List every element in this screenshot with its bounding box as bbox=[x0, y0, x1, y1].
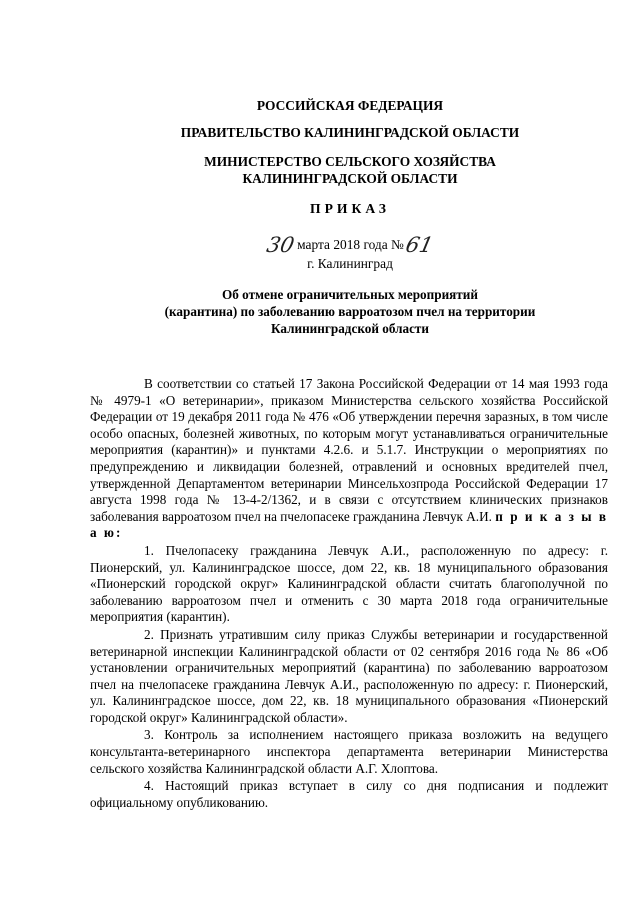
header-ministry-line1: МИНИСТЕРСТВО СЕЛЬСКОГО ХОЗЯЙСТВА bbox=[204, 154, 496, 169]
header-government: ПРАВИТЕЛЬСТВО КАЛИНИНГРАДСКОЙ ОБЛАСТИ bbox=[180, 125, 520, 140]
item-2-paragraph: 2. Признать утратившим силу приказ Службы ветеринарии и государственной ветеринарной инспекции Калининградской области от 02 сентября 2016 года № 86 «Об установлении ограничительных мероприятий (карантина) по заболеванию варроатозом пчел на пчелопасеке гражданина Левчук А.И., расположенную по адресу: г. Пионерский, ул. Калининградское шоссе, дом 22, кв. 18 муниципального образования «Пионерский городской округ» Калининградской области». bbox=[90, 626, 608, 725]
subject-line2: (карантина) по заболеванию варроатозом пчел на территории bbox=[164, 304, 536, 319]
city-line: г. Калининград bbox=[307, 256, 393, 271]
item-4-paragraph: 4. Настоящий приказ вступает в силу со дня подписания и подлежит официальному опубликованию. bbox=[90, 778, 608, 810]
order-word: п р и к а з ы в а ю: bbox=[90, 508, 608, 541]
header-ministry-line2: КАЛИНИНГРАДСКОЙ ОБЛАСТИ bbox=[242, 171, 458, 186]
item-3-paragraph: 3. Контроль за исполнением настоящего приказа возложить на ведущего консультанта-ветеринарного инспектора департамента ветеринарии Министерства сельского хозяйства Калининградской области А.Г. Хлоптова. bbox=[90, 727, 608, 776]
document-body bbox=[90, 376, 608, 811]
subject-line1: Об отмене ограничительных мероприятий bbox=[222, 287, 478, 302]
subject-line3: Калининградской области bbox=[270, 321, 430, 336]
preamble-text: В соответствии со статьей 17 Закона Российской Федерации от 14 мая 1993 года № 4979-1 «О ветеринарии», приказом Министерства сельского хозяйства Российской Федерации от 19 декабря 2011 года № 476 «Об утверждении перечня заразных, в том числе особо опасных, болезней животных, по которым могут устанавливаться ограничительные мероприятия (карантин)» и пунктами 4.2.6. и 5.1.7. Инструкции о мероприятиях по предупреждению и ликвидации болезней, отравлений и основных вредителей пчел, утвержденной Департаментом ветеринарии Минсельхозпрода Российской Федерации 17 августа 1998 года № 13-4-2/1362, и в связи с отсутствием клинических признаков заболевания варроатозом пчел на пчелопасеке гражданина Левчук А.И. bbox=[90, 376, 608, 524]
handwritten-day: 30 bbox=[264, 233, 297, 257]
date-text: марта 2018 года № bbox=[297, 237, 404, 252]
document-type-title: ПРИКАЗ bbox=[310, 201, 390, 216]
item-1-paragraph: 1. Пчелопасеку гражданина Левчук А.И., расположенную по адресу: г. Пионерский, ул. Калининградское шоссе, дом 22, кв. 18 муниципального образования «Пионерский городской округ» Калининградской области считать благополучной по заболеванию варроатозом пчел и отменить с 30 марта 2018 года ограничительные мероприятия (карантин). bbox=[90, 542, 608, 625]
header-country: РОССИЙСКАЯ ФЕДЕРАЦИЯ bbox=[256, 98, 444, 113]
handwritten-number: 61 bbox=[403, 233, 436, 257]
preamble-paragraph bbox=[90, 376, 608, 542]
date-line bbox=[100, 233, 600, 257]
